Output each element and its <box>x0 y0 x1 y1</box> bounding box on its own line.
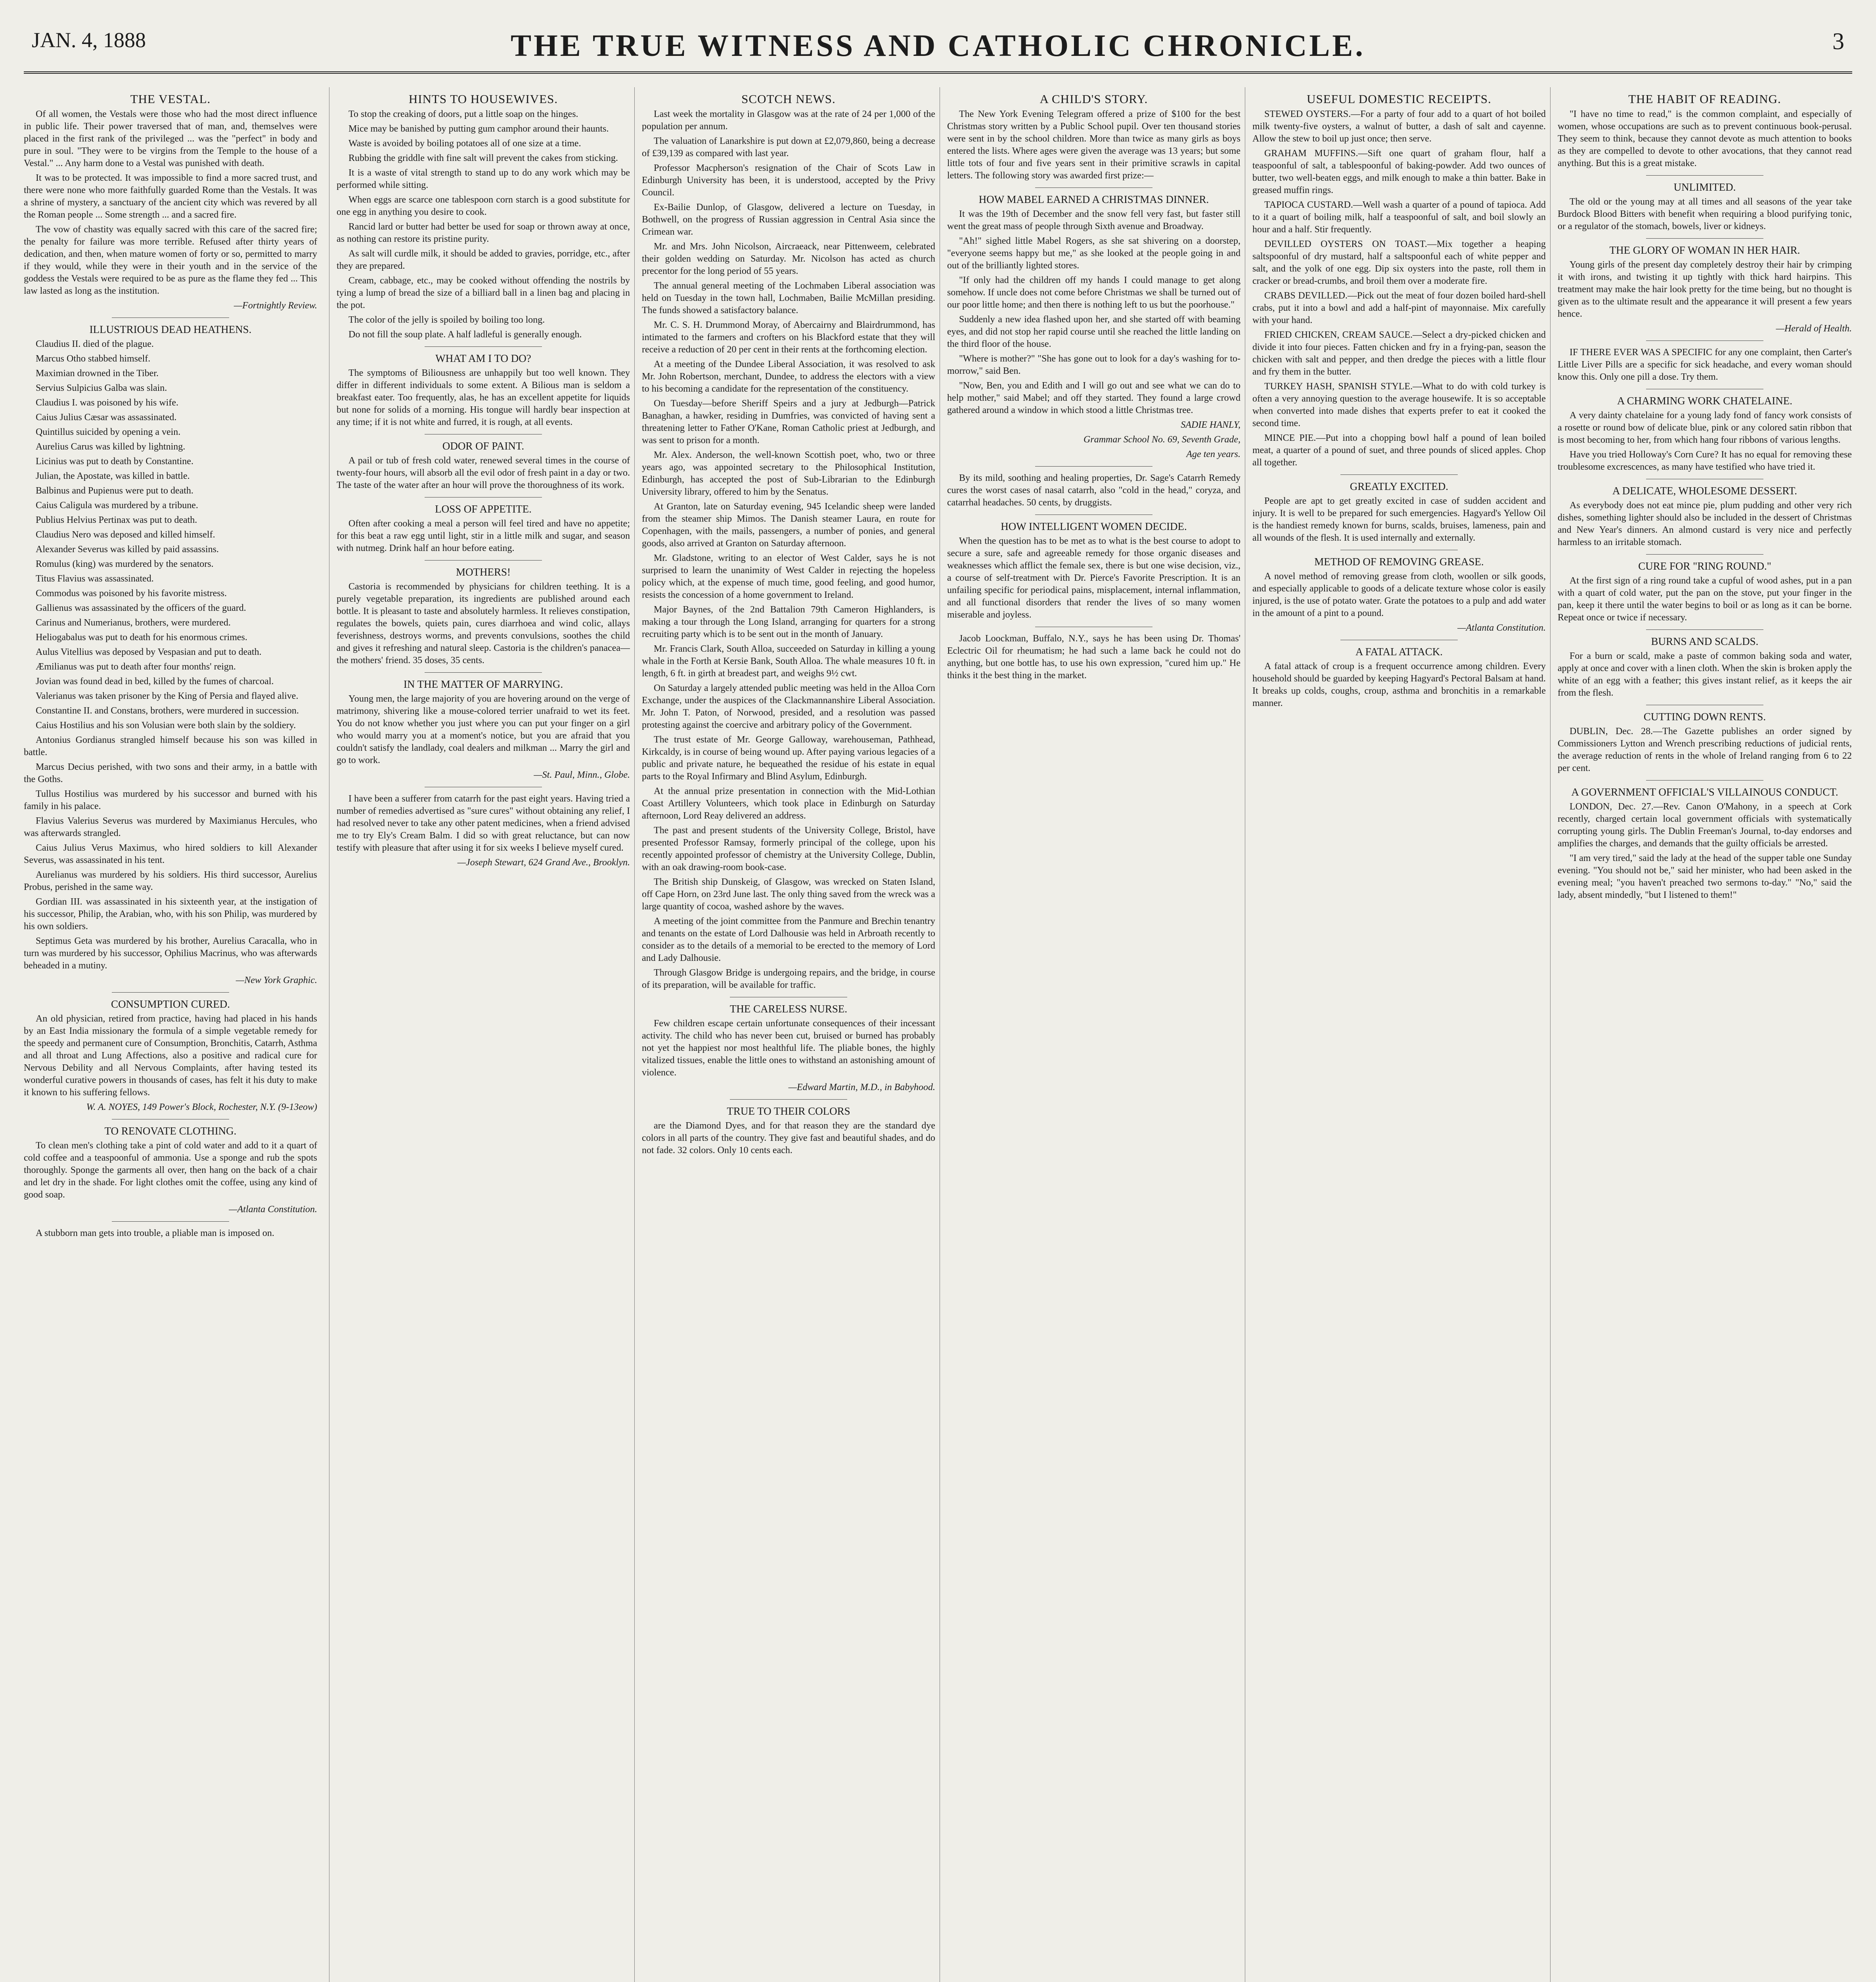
story-paragraph: Suddenly a new idea flashed upon her, and she started off with beaming eyes, and did not stop her rapid course until she reached the little landing on the third floor of the house. <box>947 314 1240 349</box>
list-item: Alexander Severus was killed by paid assassins. <box>36 544 219 555</box>
article-paragraph: People are apt to get greatly excited in case of sudden accident and injury. It is well to be prepared for such emergencies. Hagyard's Yellow Oil is the handiest remedy known for burns, scalds, bruises, lameness, pain and all wounds of the flesh. It is used internally and externally. <box>1252 496 1546 543</box>
list-item: Aurelius Carus was killed by lightning. <box>36 442 186 452</box>
separator <box>1035 187 1152 188</box>
list-item: Commodus was poisoned by his favorite mistress. <box>36 588 227 599</box>
story-paragraph: "Ah!" sighed little Mabel Rogers, as she sat shivering on a doorstep, "everyone seems happy but me," as she looked at the people going in and out of the brilliantly lighted stores. <box>947 236 1240 271</box>
news-item: Mr. Gladstone, writing to an elector of West Calder, says he is not surprised to learn the unanimity of West Calder in rejecting the hopeless policy which, at the expense of much time, good feeling, and good humor, resists the concession of a home government to Ireland. <box>642 553 935 600</box>
list-item: Marcus Decius perished, with two sons and their army, in a battle with the Goths. <box>24 762 317 784</box>
list-item: Claudius II. died of the plague. <box>36 339 154 349</box>
article-heading-burns: BURNS AND SCALDS. <box>1651 635 1759 647</box>
article-paragraph: Young girls of the present day completely destroy their hair by crimping it with irons, and twisting it up tightly with thick hard hairpins. This treatment may make the hair look pretty for the time being, but no thought is given as to the ultimate result and the appearance it will present a few years hence. <box>1558 260 1852 319</box>
signature-age: Age ten years. <box>1186 449 1240 459</box>
article-paragraph: Castoria is recommended by physicians for children teething. It is a purely vegetable preparation, its ingredients are published around each bottle. It is pleasant to taste and absolutely harmless. It relieves constipation, regulates the bowels, quiets pain, cures diarrhoea and wind colic, allays feverishness, destroys worms, and prevents convulsions, soothes the child and gives it refreshing and natural sleep. Castoria is the children's panacea—the mothers' friend. 35 doses, 35 cents. <box>337 582 630 666</box>
article-paragraph: Of all women, the Vestals were those who had the most direct influence in public life. Their power traversed that of man, and, themselves were placed in the first rank of the privileged ... was the "perfect" in body and pure in soul. "They were to be virgins from the Temple to the house of a Vestal." ... Any harm done to a Vestal was punished with death. <box>24 109 317 168</box>
separator <box>1646 238 1764 239</box>
article-paragraph: By its mild, soothing and healing properties, Dr. Sage's Catarrh Remedy cures the worst cases of nasal catarrh, also "cold in the head," coryza, and catarrhal headaches. 50 cents, by druggists. <box>947 473 1240 508</box>
list-item: Valerianus was taken prisoner by the King of Persia and flayed alive. <box>36 691 299 701</box>
article-paragraph: A pail or tub of fresh cold water, renewed several times in the course of twenty-four hours, will absorb all the evil odor of fresh paint in a day or two. The taste of the water after an hour will prove the thoroughness of its work. <box>337 455 630 490</box>
hint-item: Mice may be banished by putting gum camphor around their haunts. <box>348 124 609 134</box>
article-paragraph: I have been a sufferer from catarrh for the past eight years. Having tried a number of remedies advertised as "sure cures" without obtaining any relief, I had resolved never to take any other patent medicines, when a friend advised me to try Ely's Cream Balm. I did so with great reluctance, but can now testify with pleasure that after using it for six weeks I believe myself cured. <box>337 794 630 853</box>
article-heading-ring-round: CURE FOR "RING ROUND." <box>1638 560 1771 572</box>
article-paragraph: As everybody does not eat mince pie, plum pudding and other very rich dishes, something lighter should also be included in the dessert of Christmas and New Year's dinners. An almond custard is very nice and perfectly harmless to an irritable stomach. <box>1558 500 1852 547</box>
separator <box>1646 780 1764 781</box>
story-paragraph: "If only had the children off my hands I could manage to get along somehow. If uncle does not come before Christmas we shall be turned out of our poor little home; and then there is nothing left to us but the poorhouse." <box>947 275 1240 310</box>
list-item: Æmilianus was put to death after four months' reign. <box>36 662 236 672</box>
hint-item: As salt will curdle milk, it should be added to gravies, porridge, etc., after they are prepared. <box>337 249 630 271</box>
article-heading-decide: HOW INTELLIGENT WOMEN DECIDE. <box>1001 520 1187 532</box>
advertiser-address: W. A. NOYES, 149 Power's Block, Rochester, N.Y. (9-13eow) <box>86 1102 317 1112</box>
article-heading-excited: GREATLY EXCITED. <box>1350 480 1449 492</box>
article-heading-fatal: A FATAL ATTACK. <box>1355 646 1443 658</box>
issue-date: JAN. 4, 1888 <box>32 28 146 52</box>
list-item: Claudius I. was poisoned by his wife. <box>36 398 178 408</box>
list-item: Caius Julius Cæsar was assassinated. <box>36 412 177 423</box>
column-4 <box>940 87 1240 1982</box>
receipt-item: MINCE PIE.—Put into a chopping bowl half a pound of lean boiled meat, a quarter of a pound of suet, and three pounds of sliced apples. Chop all together. <box>1252 433 1546 468</box>
list-item: Romulus (king) was murdered by the senators. <box>36 559 214 569</box>
article-heading-receipts: USEFUL DOMESTIC RECEIPTS. <box>1307 92 1491 106</box>
list-item: Septimus Geta was murdered by his brother, Aurelius Caracalla, who in turn was murdered by his successor, Ophilius Macrinus, who was afterwards beheaded in a mutiny. <box>24 936 317 971</box>
newspaper-title: THE TRUE WITNESS AND CATHOLIC CHRONICLE. <box>511 28 1365 63</box>
news-item: Mr. C. S. H. Drummond Moray, of Abercairny and Blairdrummond, has intimated to the farmers and crofters on his Blackford estate that they will receive a reduction of 20 per cent in their rents at the forthcoming election. <box>642 320 935 355</box>
news-item: On Tuesday—before Sheriff Speirs and a jury at Jedburgh—Patrick Banaghan, a hawker, residing in Dumfries, was convicted of having sent a threatening letter to Father O'Kane, Roman Catholic priest at Jedburgh, and was sent to prison for a month. <box>642 398 935 446</box>
article-heading-rents: CUTTING DOWN RENTS. <box>1643 711 1766 723</box>
list-item: Jovian was found dead in bed, killed by the fumes of charcoal. <box>36 676 274 687</box>
list-item: Caius Hostilius and his son Volusian were both slain by the soldiery. <box>36 720 296 731</box>
hint-item: Cream, cabbage, etc., may be cooked without offending the nostrils by tying a lump of bread the size of a billiard ball in a linen bag and placing in the pot. <box>337 275 630 310</box>
news-item: Professor Macpherson's resignation of the Chair of Scots Law in Edinburgh University has been, it is understood, accepted by the Privy Council. <box>642 163 935 198</box>
article-heading-nurse: THE CARELESS NURSE. <box>729 1003 848 1015</box>
news-item: The trust estate of Mr. George Galloway, warehouseman, Pathhead, Kirkcaldy, is in course of being wound up. After paying various legacies of a public and private nature, he bequeathed the residue of his estate in equal parts to the Royal Infirmary and Blind Asylum, Edinburgh. <box>642 735 935 782</box>
separator <box>112 1221 229 1222</box>
story-paragraph: "Now, Ben, you and Edith and I will go out and see what we can do to help mother," said Mabel; and off they started. They found a large crowd gathered around a window in which stood a little Christmas tree. <box>947 381 1240 415</box>
list-item: Gordian III. was assassinated in his sixteenth year, at the instigation of his successor, Philip, the Arabian, who, with his son Philip, was murdered by his own soldiers. <box>24 897 317 932</box>
list-item: Tullus Hostilius was murdered by his successor and burned with his family in his palace. <box>24 789 317 811</box>
news-item: The past and present students of the University College, Bristol, have presented Professor Ramsay, formerly principal of the college, upon his recently appointed professor of chemistry at the University College, Dublin, with an oak drawing-room book-case. <box>642 825 935 872</box>
columns <box>24 87 1852 1982</box>
list-item: Antonius Gordianus strangled himself because his son was killed in battle. <box>24 735 317 758</box>
news-item: The British ship Dunskeig, of Glasgow, was wrecked on Staten Island, off Cape Horn, on 23rd June last. The only thing saved from the wreck was a large quantity of cocoa, washed ashore by the waves. <box>642 877 935 912</box>
news-item: Mr. Francis Clark, South Alloa, succeeded on Saturday in killing a young whale in the Forth at Kersie Bank, South Alloa. The whale measures 10 ft. in length, 6 ft. in girth at breadest part, and weighs 9½ cwt. <box>642 644 935 679</box>
article-heading-mothers: MOTHERS! <box>456 566 511 578</box>
article-credit: —Atlanta Constitution. <box>1457 623 1546 633</box>
list-item: Constantine II. and Constans, brothers, were murdered in succession. <box>36 706 299 716</box>
receipt-item: DEVILLED OYSTERS ON TOAST.—Mix together a heaping saltspoonful of dry mustard, half a saltspoonful each of white pepper and salt, and the yolk of one egg. Dip six oysters into the paste, roll them in cracker or bread-crumbs, and broil them over a moderate fire. <box>1252 239 1546 286</box>
article-heading-renovate: TO RENOVATE CLOTHING. <box>104 1125 237 1137</box>
news-item: The annual general meeting of the Lochmaben Liberal association was held on Tuesday in the town hall, Lochmaben, Bailie McMillan presiding. The funds showed a satisfactory balance. <box>642 281 935 316</box>
article-paragraph: are the Diamond Dyes, and for that reason they are the standard dye colors in all parts of the country. They give fast and beautiful shades, and do not fade. 32 colors. Only 10 cents each. <box>642 1121 935 1156</box>
news-item: Mr. Alex. Anderson, the well-known Scottish poet, who, two or three years ago, was appointed secretary to the Philosophical Institution, Edinburgh, has accepted the post of Sub-Librarian to the Edinburgh University library, offered to him by the Senatus. <box>642 450 935 497</box>
article-paragraph: "I have no time to read," is the common complaint, and especially of women, whose occupations are such as to prevent continuous book-perusal. They seem to think, because they cannot devote as much attention to books as they are compelled to devote to other avocations, that they cannot read anything. But this is a great mistake. <box>1558 109 1852 168</box>
separator <box>730 1099 847 1100</box>
article-paragraph: To clean men's clothing take a pint of cold water and add to it a quart of cold coffee and a teaspoonful of ammonia. Use a sponge and rub the spots thoroughly. Sponge the garments all over, then hang on the back of a chair and let dry in the shade. For light clothes omit the coffee, using any kind of good soap. <box>24 1140 317 1200</box>
article-paragraph: Jacob Loockman, Buffalo, N.Y., says he has been using Dr. Thomas' Eclectric Oil for rheumatism; he had such a lame back he could not do anything, but one bottle has, to use his own expression, "cured him up." He thinks it the best thing in the market. <box>947 633 1240 681</box>
article-paragraph: "I am very tired," said the lady at the head of the supper table one Sunday evening. "You should not be," said her minister, who had been asked in the evening meal; "you haven't preached two sermons to-day." "No," said the lady, absent mindedly, "but I listened to them!" <box>1558 853 1852 900</box>
article-heading-grease: METHOD OF REMOVING GREASE. <box>1314 556 1484 568</box>
article-paragraph: For a burn or scald, make a paste of common baking soda and water, apply at once and cover with a linen cloth. When the skin is broken apply the white of an egg with a feather; this gives instant relief, as it keeps the air from the flesh. <box>1558 651 1852 698</box>
hint-item: It is a waste of vital strength to stand up to do any work which may be performed while sitting. <box>337 168 630 190</box>
article-heading-colors: TRUE TO THEIR COLORS <box>727 1105 850 1117</box>
hint-item: Rubbing the griddle with fine salt will prevent the cakes from sticking. <box>348 153 618 163</box>
news-item: Last week the mortality in Glasgow was at the rate of 24 per 1,000 of the population per annum. <box>642 109 935 132</box>
article-paragraph: Often after cooking a meal a person will feel tired and have no appetite; for this beat a raw egg until light, stir in a little milk and sugar, and season with nutmeg. Drink half an hour before eating. <box>337 518 630 553</box>
news-item: The valuation of Lanarkshire is put down at £2,079,860, being a decrease of £39,139 as compared with last year. <box>642 136 935 159</box>
list-item: Quintillus suicided by opening a vein. <box>36 427 181 437</box>
separator <box>1646 175 1764 176</box>
article-heading-mabel: HOW MABEL EARNED A CHRISTMAS DINNER. <box>978 193 1209 205</box>
signature-school: Grammar School No. 69, Seventh Grade, <box>1083 434 1240 445</box>
article-paragraph: DUBLIN, Dec. 28.—The Gazette publishes an order signed by Commissioners Lytton and Wrench prescribing reductions of judicial rents, the average reduction of rents in the whole of Ireland ranging from 6 to 22 per cent. <box>1558 726 1852 773</box>
heathens-list <box>24 338 317 972</box>
story-paragraph: It was the 19th of December and the snow fell very fast, but faster still went the great mass of people through Sixth avenue and Broadway. <box>947 209 1240 231</box>
list-item: Publius Helvius Pertinax was put to death. <box>36 515 197 525</box>
article-credit: —Edward Martin, M.D., in Babyhood. <box>788 1082 935 1092</box>
article-paragraph: It was to be protected. It was impossible to find a more sacred trust, and there were none who more faithfully guarded Rome than the Vestals. It was a shrine of mystery, a sanctuary of the ancient city which was revered by all the Roman people ... Some strength ... and a sacred fire. <box>24 173 317 220</box>
hint-item: Waste is avoided by boiling potatoes all of one size at a time. <box>348 138 581 149</box>
article-heading-chatelaine: A CHARMING WORK CHATELAINE. <box>1617 395 1792 407</box>
article-heading-childs-story: A CHILD'S STORY. <box>1039 92 1148 106</box>
hint-item: When eggs are scarce one tablespoon corn starch is a good substitute for one egg in anything you desire to cook. <box>337 195 630 217</box>
article-paragraph: Young men, the large majority of you are hovering around on the verge of matrimony, shivering like a mouse-colored terrier unafraid to wet its feet. You do not know whether you just where you can put your finger on a girl who would marry you at a moment's notice, but you are afraid that you couldn't satisfy the landlady, coal dealers and milkman ... Marry the girl and go to work. <box>337 694 630 765</box>
article-paragraph: An old physician, retired from practice, having had placed in his hands by an East India missionary the formula of a simple vegetable remedy for the speedy and permanent cure of Consumption, Bronchitis, Catarrh, Asthma and all throat and Lung Affections, also a positive and radical cure for Nervous Debility and all Nervous Complaints, after having tested its wonderful curative powers in thousands of cases, has felt it his duty to make it known to his suffering fellows. <box>24 1014 317 1098</box>
separator <box>425 560 542 561</box>
list-item: Aurelianus was murdered by his soldiers. His third successor, Aurelius Probus, perished in the same way. <box>24 870 317 892</box>
article-heading-odor: ODOR OF PAINT. <box>442 440 525 452</box>
receipt-item: GRAHAM MUFFINS.—Sift one quart of graham flour, half a teaspoonful of salt, a tablespoonful of baking-powder. Add two ounces of butter, two well-beaten eggs, and milk enough to make a thin batter. Bake in greased muffin rings. <box>1252 148 1546 195</box>
testimonial-signature: —Joseph Stewart, 624 Grand Ave., Brooklyn. <box>457 857 630 868</box>
news-item: Through Glasgow Bridge is undergoing repairs, and the bridge, in course of its preparation, will be available for traffic. <box>642 968 935 990</box>
article-paragraph: The symptoms of Biliousness are unhappily but too well known. They differ in different individuals to some extent. A Bilious man is seldom a breakfast eater. Too frequently, alas, he has an excellent appetite for liquids but none for solids of a morning. His tongue will hardly bear inspection at any time; if it is not white and furred, it is rough, at all events. <box>337 368 630 427</box>
separator <box>1646 554 1764 555</box>
hint-item: Rancid lard or butter had better be used for soap or thrown away at once, as nothing can restore its pristine purity. <box>337 222 630 244</box>
list-item: Flavius Valerius Severus was murdered by Maximianus Hercules, who was afterwards strangled. <box>24 816 317 838</box>
list-item: Aulus Vitellius was deposed by Vespasian and put to death. <box>36 647 262 657</box>
article-heading-heathens: ILLUSTRIOUS DEAD HEATHENS. <box>89 323 252 335</box>
article-heading-what: WHAT AM I TO DO? <box>435 352 531 364</box>
news-item: At a meeting of the Dundee Liberal Association, it was resolved to ask Mr. John Robertson, merchant, Dundee, to address the electors with a view to his becoming a candidate for the representation of the constituency. <box>642 359 935 394</box>
article-credit: —Fortnightly Review. <box>234 300 317 311</box>
list-item: Heliogabalus was put to death for his enormous crimes. <box>36 632 247 643</box>
article-paragraph: When the question has to be met as to what is the best course to adopt to secure a sure, safe and agreeable remedy for those organic diseases and weaknesses which afflict the female sex, there is but one wise decision, viz., a course of self-treatment with Dr. Pierce's Favorite Prescription. It is an unfailing specific for periodical pains, misplacement, internal inflammation, and all functional disorders that render the lives of so many women miserable and joyless. <box>947 536 1240 620</box>
news-item: On Saturday a largely attended public meeting was held in the Alloa Corn Exchange, under the auspices of the Clackmannanshire Liberal Association. Mr. John T. Paton, of Norwood, presided, and a resolution was passed protesting against the coercive and arbitrary policy of the Government. <box>642 683 935 730</box>
article-paragraph: The old or the young may at all times and all seasons of the year take Burdock Blood Bitters with benefit when requiring a blood purifying tonic, or a regulator of the stomach, bowels, liver or kidneys. <box>1558 197 1852 231</box>
masthead-rule <box>24 71 1852 74</box>
news-item: Ex-Bailie Dunlop, of Glasgow, delivered a lecture on Tuesday, in Bothwell, on the progress of Russian aggression in Central Asia since the Crimean war. <box>642 202 935 237</box>
list-item: Caius Caligula was murdered by a tribune. <box>36 500 198 511</box>
receipt-item: FRIED CHICKEN, CREAM SAUCE.—Select a dry-picked chicken and divide it into four pieces. Fatten chicken and fry in a frying-pan, season the chicken with salt and pepper, and then dredge the pieces with a little flour and fry them in the butter. <box>1252 330 1546 377</box>
news-item: At Granton, late on Saturday evening, 945 Icelandic sheep were landed from the steamer ship Mimos. The Danish steamer Laura, en route for Copenhagen, with the mails, passengers, a number of ponies, and general goods, also arrived at Granton on Saturday afternoon. <box>642 501 935 549</box>
list-item: Carinus and Numerianus, brothers, were murdered. <box>36 618 231 628</box>
list-item: Gallienus was assassinated by the officers of the guard. <box>36 603 246 613</box>
article-paragraph: Few children escape certain unfortunate consequences of their incessant activity. The child who has never been cut, bruised or burned has probably not yet the happiest nor most healthful life. The pliable bones, the highly vitalized tissues, enable the little ones to withstand an astonishing amount of violence. <box>642 1018 935 1078</box>
article-paragraph: A very dainty chatelaine for a young lady fond of fancy work consists of a rosette or round bow of delicate blue, pink or any colored satin ribbon that is most becoming to her, from which hang four ribbons of various lengths. <box>1558 410 1852 445</box>
list-item: Licinius was put to death by Constantine. <box>36 456 193 467</box>
hint-item: Do not fill the soup plate. A half ladleful is generally enough. <box>348 329 582 340</box>
article-heading-dessert: A DELICATE, WHOLESOME DESSERT. <box>1612 485 1798 497</box>
hint-item: To stop the creaking of doors, put a little soap on the hinges. <box>348 109 578 119</box>
list-item: Julian, the Apostate, was killed in battle. <box>36 471 190 481</box>
separator <box>425 346 542 347</box>
article-credit: —St. Paul, Minn., Globe. <box>534 770 630 780</box>
news-item: Mr. and Mrs. John Nicolson, Aircraeack, near Pittenweem, celebrated their golden wedding on Saturday. Mr. Nicolson has acted as church precentor for the long period of 55 years. <box>642 241 935 276</box>
list-item: Servius Sulpicius Galba was slain. <box>36 383 167 393</box>
article-credit: —New York Graphic. <box>235 975 317 985</box>
story-paragraph: "Where is mother?" "She has gone out to look for a day's washing for to-morrow," said Ben. <box>947 354 1240 376</box>
article-heading-appetite: LOSS OF APPETITE. <box>435 503 532 515</box>
article-credit: —Herald of Health. <box>1776 323 1852 334</box>
separator <box>425 672 542 673</box>
column-2 <box>329 87 630 1982</box>
article-paragraph: A novel method of removing grease from cloth, woollen or silk goods, and especially applicable to goods of a delicate texture whose color is easily injured, is the use of potato water. Grate the potatoes to a pulp and add water in the amount of a pint to a pound. <box>1252 571 1546 618</box>
article-paragraph: IF THERE EVER WAS A SPECIFIC for any one complaint, then Carter's Little Liver Pills are a specific for sick headache, and every woman should know this. Only one pill a dose. Try them. <box>1558 347 1852 382</box>
column-1 <box>24 87 317 1982</box>
list-item: Marcus Otho stabbed himself. <box>36 354 151 364</box>
news-item: A meeting of the joint committee from the Panmure and Brechin tenantry and tenants on the estate of Lord Dalhousie was held in Arbroath recently to consider as to the details of a memorial to be erected to the memory of Lord and Lady Dalhousie. <box>642 916 935 963</box>
article-paragraph: Have you tried Holloway's Corn Cure? It has no equal for removing these troublesome excrescences, as many have testified who have tried it. <box>1558 450 1852 472</box>
column-5 <box>1245 87 1546 1982</box>
article-paragraph: The New York Evening Telegram offered a prize of $100 for the best Christmas story written by a Public School pupil. Over ten thousand stories were sent in by the school children. More than twice as many girls as boys entered the lists. Where ages were given the average was 13 years; but some little tots of four and five years sent in their primitive scrawls in capital letters. The following story was awarded first prize:— <box>947 109 1240 181</box>
separator <box>112 992 229 993</box>
list-item: Maximian drowned in the Tiber. <box>36 368 159 379</box>
list-item: Titus Flavius was assassinated. <box>36 574 154 584</box>
separator <box>1340 474 1458 475</box>
article-heading-official: A GOVERNMENT OFFICIAL'S VILLAINOUS CONDUCT. <box>1571 786 1838 798</box>
receipt-item: TURKEY HASH, SPANISH STYLE.—What to do with cold turkey is often a very annoying question to the average housewife. It is so acceptable when converted into made dishes that experts prefer to eat it cooked the second time. <box>1252 381 1546 429</box>
article-heading-unlimited: UNLIMITED. <box>1673 181 1736 193</box>
article-heading-marrying: IN THE MATTER OF MARRYING. <box>403 678 563 690</box>
column-3 <box>634 87 935 1982</box>
column-6 <box>1550 87 1852 1982</box>
article-paragraph: The vow of chastity was equally sacred with this care of the sacred fire; the penalty for failure was more terrible. Refused after thirty years of dedication, and then, when mature women of forty or so, permitted to marry if they would, while they were in their youth and in the service of the goddess the Vestals were required to be as pure as the flame they fed ... This law lasted as long as the institution. <box>24 224 317 296</box>
article-heading-habit: THE HABIT OF READING. <box>1628 92 1781 106</box>
article-paragraph: A stubborn man gets into trouble, a pliable man is imposed on. <box>36 1228 274 1238</box>
list-item: Claudius Nero was deposed and killed himself. <box>36 530 215 540</box>
article-heading-vestal: THE VESTAL. <box>130 92 211 106</box>
page-number: 3 <box>1832 28 1844 54</box>
article-heading-hair: THE GLORY OF WOMAN IN HER HAIR. <box>1609 244 1800 256</box>
news-item: At the annual prize presentation in connection with the Mid-Lothian Coast Artillery Volunteers, which took place in Edinburgh on Saturday afternoon, Lord Reay delivered an address. <box>642 786 935 821</box>
article-heading-consumption: CONSUMPTION CURED. <box>111 998 230 1010</box>
article-heading-scotch-news: SCOTCH NEWS. <box>741 92 836 106</box>
receipt-item: CRABS DEVILLED.—Pick out the meat of four dozen boiled hard-shell crabs, put it into a bowl and add a half-pint of mayonnaise. Mix carefully with your hand. <box>1252 291 1546 325</box>
receipt-item: STEWED OYSTERS.—For a party of four add to a quart of hot boiled milk twenty-five oysters, a walnut of butter, a dash of salt and cayenne. Allow the stew to boil up just once; then serve. <box>1252 109 1546 144</box>
list-item: Balbinus and Pupienus were put to death. <box>36 486 193 496</box>
masthead <box>24 24 1852 83</box>
article-credit: —Atlanta Constitution. <box>229 1204 317 1215</box>
separator <box>1646 629 1764 630</box>
list-item: Caius Julius Verus Maximus, who hired soldiers to kill Alexander Severus, was assassinated in his tent. <box>24 843 317 865</box>
signature-name: SADIE HANLY, <box>1181 420 1240 430</box>
news-item: Major Baynes, of the 2nd Battalion 79th Cameron Highlanders, is making a tour through the Long Island, arranging for quarters for a strong recruiting party which is to be sent out in the month of January. <box>642 605 935 639</box>
article-heading-hints: HINTS TO HOUSEWIVES. <box>408 92 558 106</box>
receipt-item: TAPIOCA CUSTARD.—Well wash a quarter of a pound of tapioca. Add to it a quart of boiling milk, half a teaspoonful of salt, and boil slowly an hour and a half. Stir frequently. <box>1252 200 1546 235</box>
separator <box>1035 466 1152 467</box>
hint-item: The color of the jelly is spoiled by boiling too long. <box>348 315 545 325</box>
article-paragraph: At the first sign of a ring round take a cupful of wood ashes, put in a pan with a quart of cold water, put the pan on the stove, put your finger in the pan, keep it there until the water begins to boil or as long as it can be borne. Repeat once or twice if necessary. <box>1558 576 1852 623</box>
article-paragraph: LONDON, Dec. 27.—Rev. Canon O'Mahony, in a speech at Cork recently, charged certain local government officials with systematically corrupting young girls. The Dublin Freeman's Journal, to-day endorses and amplifies the charges, and demands that the guilty officials be arrested. <box>1558 802 1852 849</box>
article-paragraph: A fatal attack of croup is a frequent occurrence among children. Every household should be guarded by keeping Hagyard's Pectoral Balsam at hand. It breaks up colds, coughs, croup, asthma and bronchitis in a remarkable manner. <box>1252 661 1546 708</box>
